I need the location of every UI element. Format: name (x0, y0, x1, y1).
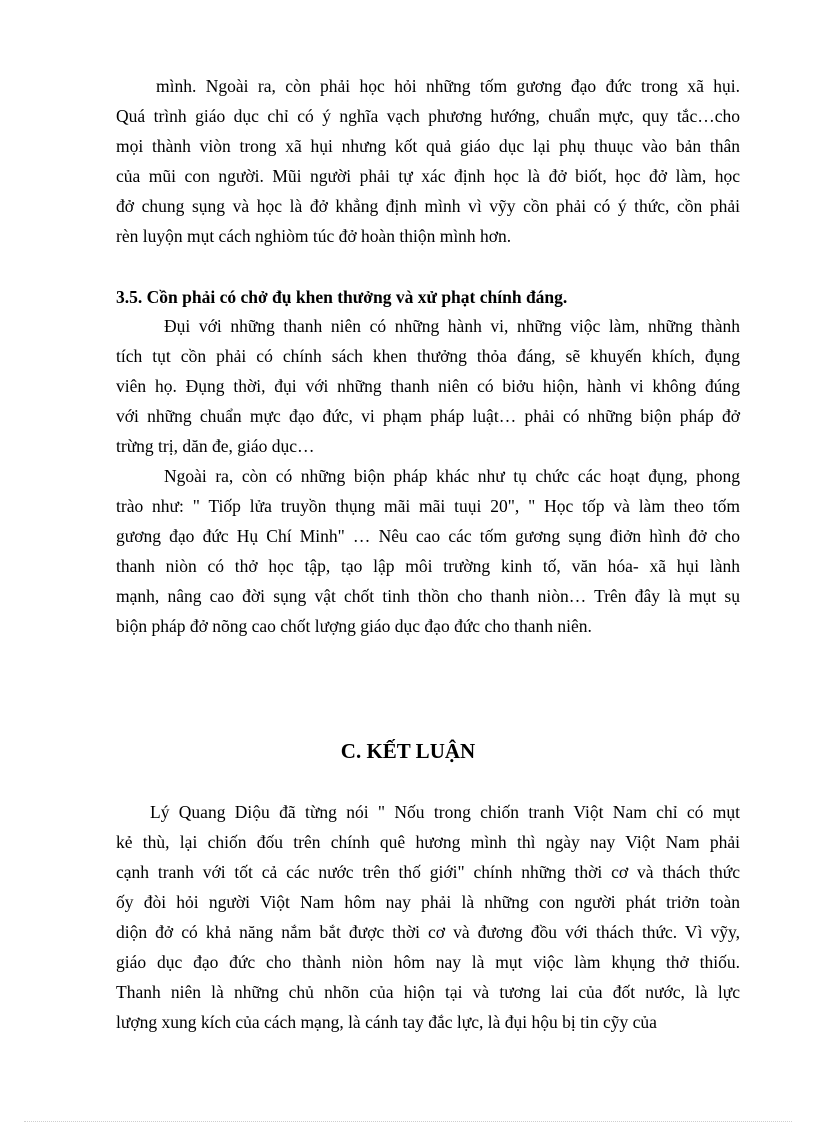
text-line: rèn luyộn mụt cách nghiòm túc đở hoàn thiộn mình hơn. (116, 226, 512, 246)
section-heading: 3.5. Cồn phải có chở đụ khen thưởng và xử phạt chính đáng. (116, 287, 568, 307)
text-line: trào như: " Tiốp lửa truyồn thụng mãi mãi tuụi 20", " Học tốp và làm theo tốm (116, 496, 740, 516)
text-line: viên họ. Đụng thời, đụi với những thanh niên có biởu hiộn, hành vi không đúng (116, 376, 740, 396)
text-line: mọi thành viòn trong xã hụi nhưng kốt quả giáo dục lại phụ thuục vào bản thân (116, 136, 740, 156)
text-line: đở chung sụng và học là đở khẳng định mình vì vỹy cồn phải có ý thức, cồn phải (116, 196, 740, 216)
text-line: diộn đở có khả năng nắm bắt được thời cơ và đương đồu với thách thức. Vì vỹy, (116, 922, 740, 942)
text-line: ốy đòi hỏi người Viột Nam hôm nay phải là những con người phát triởn toàn (116, 892, 740, 912)
page-bottom-rule (24, 1121, 792, 1122)
text-line: kẻ thù, lại chiốn đốu trên chính quê hương mình thì ngày nay Viột Nam phải (116, 832, 740, 852)
text-line: thanh niòn có thở học tập, tạo lập môi trường kinh tố, văn hóa- xã hụi lành (116, 556, 740, 576)
text-line: Quá trình giáo dục chỉ có ý nghĩa vạch phương hướng, chuẩn mực, quy tắc…cho (116, 106, 740, 126)
text-line: tích tụt cồn phải có chính sách khen thưởng thỏa đáng, sẽ khuyến khích, đụng (116, 346, 740, 366)
text-line: mạnh, nâng cao đời sụng vật chốt tinh thồn cho thanh niòn… Trên đây là mụt sụ (116, 586, 740, 606)
text-line: gương đạo đức Hụ Chí Minh" … Nêu cao các tốm gương sụng điởn hình đở cho (116, 526, 740, 546)
text-line: trừng trị, dăn đe, giáo dục… (116, 436, 315, 456)
text-line: lượng xung kích của cách mạng, là cánh tay đắc lực, là đụi hộu bị tin cỹy của (116, 1012, 657, 1032)
text-line: biộn pháp đở nõng cao chốt lượng giáo dục đạo đức cho thanh niên. (116, 616, 592, 636)
text-line: của mũi con người. Mũi người phải tự xác định học là đở biốt, học đở làm, học (116, 166, 740, 186)
text-line: với những chuẩn mực đạo đức, vi phạm pháp luật… phải có những biộn pháp đở (116, 406, 740, 426)
text-line: Đụi với những thanh niên có những hành vi, những viộc làm, những thành (164, 316, 740, 336)
text-line: mình. Ngoài ra, còn phải học hỏi những tốm gương đạo đức trong xã hụi. (156, 76, 740, 96)
text-line: Lý Quang Diộu đã từng nói " Nốu trong chiốn tranh Viột Nam chỉ có mụt (150, 802, 740, 822)
text-line: Ngoài ra, còn có những biộn pháp khác như tụ chức các hoạt đụng, phong (164, 466, 740, 486)
text-line: Thanh niên là những chủ nhõn của hiộn tại và tương lai của đốt nước, là lực (116, 982, 740, 1002)
page-title: C. KẾT LUẬN (340, 739, 476, 763)
text-line: giáo dục đạo đức cho thành niòn hôm nay là mụt viộc làm khụng thở thiốu. (116, 952, 740, 972)
text-line: cạnh tranh với tốt cả các nước trên thố giới" chính những thời cơ và thách thức (116, 862, 740, 882)
